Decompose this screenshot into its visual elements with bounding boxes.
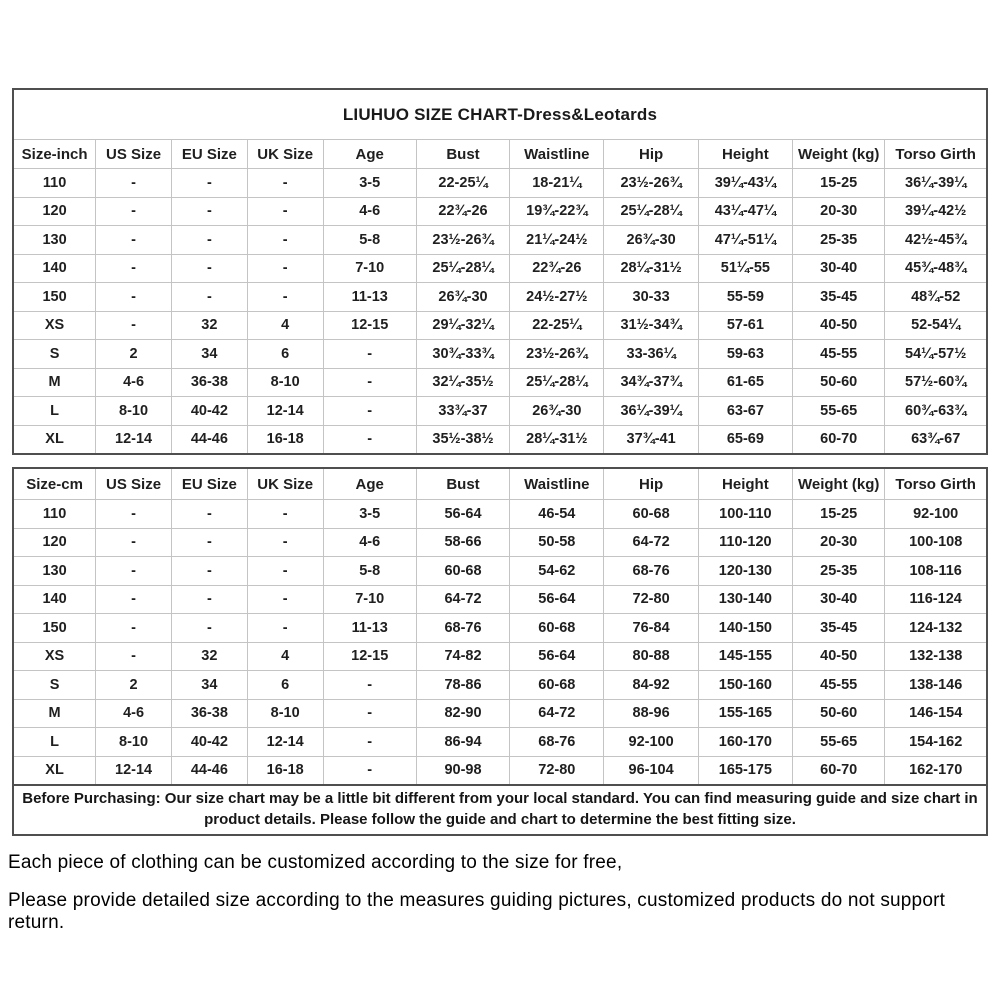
table-row xyxy=(14,368,986,397)
measurement-cell: 44-46 xyxy=(171,425,247,453)
measurement-cell: 40-42 xyxy=(171,728,247,757)
customization-note-line-1: Each piece of clothing can be customized according to the size for free, xyxy=(8,852,623,873)
measurement-cell: 100-110 xyxy=(698,500,792,529)
measurement-cell: 2 xyxy=(96,340,172,369)
measurement-cell: 15-25 xyxy=(793,169,885,198)
table-row xyxy=(14,500,986,529)
measurement-cell: 56-64 xyxy=(510,585,604,614)
measurement-cell: 35-45 xyxy=(793,614,885,643)
measurement-cell: 54-62 xyxy=(510,557,604,586)
size-label-cell: L xyxy=(14,397,96,426)
measurement-cell: 96-104 xyxy=(604,756,698,784)
table-divider-gap xyxy=(12,455,988,467)
measurement-cell: - xyxy=(247,197,323,226)
measurement-cell: 37¾-41 xyxy=(604,425,698,453)
table-row xyxy=(14,197,986,226)
measurement-cell: 25¼-28¼ xyxy=(510,368,604,397)
size-label-cell: 140 xyxy=(14,254,96,283)
size-label-cell: S xyxy=(14,671,96,700)
size-label-cell: XL xyxy=(14,425,96,453)
measurement-cell: 63¾-67 xyxy=(885,425,986,453)
measurement-cell: - xyxy=(247,283,323,312)
measurement-cell: - xyxy=(96,642,172,671)
measurement-cell: 36-38 xyxy=(171,368,247,397)
measurement-cell: 68-76 xyxy=(416,614,509,643)
measurement-cell: 8-10 xyxy=(247,368,323,397)
measurement-cell: 7-10 xyxy=(323,585,416,614)
table-row xyxy=(14,283,986,312)
measurement-cell: - xyxy=(96,614,172,643)
measurement-cell: 8-10 xyxy=(96,728,172,757)
measurement-cell: 11-13 xyxy=(323,614,416,643)
measurement-cell: 22¾-26 xyxy=(416,197,509,226)
measurement-cell: 59-63 xyxy=(698,340,792,369)
size-label-cell: M xyxy=(14,699,96,728)
measurement-cell: - xyxy=(171,254,247,283)
measurement-cell: 60-70 xyxy=(793,425,885,453)
measurement-cell: - xyxy=(247,254,323,283)
size-label-cell: XS xyxy=(14,311,96,340)
measurement-cell: 50-58 xyxy=(510,528,604,557)
measurement-cell: 40-50 xyxy=(793,311,885,340)
size-label-cell: 140 xyxy=(14,585,96,614)
measurement-cell: - xyxy=(247,528,323,557)
measurement-cell: 28¼-31½ xyxy=(604,254,698,283)
measurement-cell: - xyxy=(96,197,172,226)
measurement-cell: - xyxy=(171,169,247,198)
measurement-cell: 74-82 xyxy=(416,642,509,671)
table-row xyxy=(14,425,986,453)
measurement-cell: 64-72 xyxy=(416,585,509,614)
measurement-cell: 30¾-33¾ xyxy=(416,340,509,369)
measurement-cell: 3-5 xyxy=(323,169,416,198)
measurement-cell: 92-100 xyxy=(885,500,986,529)
measurement-cell: 16-18 xyxy=(247,425,323,453)
size-label-cell: 130 xyxy=(14,226,96,255)
measurement-cell: 33-36¼ xyxy=(604,340,698,369)
measurement-cell: 130-140 xyxy=(698,585,792,614)
measurement-cell: 33¾-37 xyxy=(416,397,509,426)
measurement-cell: 35-45 xyxy=(793,283,885,312)
measurement-cell: 30-40 xyxy=(793,585,885,614)
measurement-cell: - xyxy=(247,557,323,586)
size-label-cell: XS xyxy=(14,642,96,671)
table-row xyxy=(14,226,986,255)
size-label-cell: 150 xyxy=(14,614,96,643)
measurement-cell: 58-66 xyxy=(416,528,509,557)
measurement-cell: 50-60 xyxy=(793,368,885,397)
size-label-cell: 110 xyxy=(14,169,96,198)
measurement-cell: 60-68 xyxy=(510,614,604,643)
measurement-cell: 4-6 xyxy=(96,699,172,728)
measurement-cell: 72-80 xyxy=(604,585,698,614)
measurement-cell: 124-132 xyxy=(885,614,986,643)
measurement-cell: 22-25¼ xyxy=(510,311,604,340)
measurement-cell: 150-160 xyxy=(698,671,792,700)
size-label-cell: S xyxy=(14,340,96,369)
measurement-cell: - xyxy=(171,197,247,226)
measurement-cell: 18-21¼ xyxy=(510,169,604,198)
size-label-cell: 150 xyxy=(14,283,96,312)
measurement-cell: 39¼-43¼ xyxy=(698,169,792,198)
measurement-cell: - xyxy=(171,557,247,586)
table-row xyxy=(14,756,986,784)
measurement-cell: 63-67 xyxy=(698,397,792,426)
measurement-cell: 60-70 xyxy=(793,756,885,784)
measurement-cell: - xyxy=(96,500,172,529)
measurement-cell: 21¼-24½ xyxy=(510,226,604,255)
measurement-cell: 23½-26¾ xyxy=(510,340,604,369)
measurement-cell: 5-8 xyxy=(323,226,416,255)
measurement-cell: 40-42 xyxy=(171,397,247,426)
table-row xyxy=(14,557,986,586)
measurement-cell: 120-130 xyxy=(698,557,792,586)
table-row xyxy=(14,614,986,643)
table-row xyxy=(14,728,986,757)
size-chart xyxy=(12,88,988,836)
measurement-cell: 57-61 xyxy=(698,311,792,340)
size-table-inch-header xyxy=(14,140,986,169)
column-header: US Size xyxy=(96,469,172,500)
measurement-cell: - xyxy=(323,671,416,700)
measurement-cell: 47¼-51¼ xyxy=(698,226,792,255)
measurement-cell: 4-6 xyxy=(96,368,172,397)
measurement-cell: 82-90 xyxy=(416,699,509,728)
column-header: Hip xyxy=(604,140,698,169)
measurement-cell: - xyxy=(247,500,323,529)
measurement-cell: 32 xyxy=(171,311,247,340)
measurement-cell: 145-155 xyxy=(698,642,792,671)
measurement-cell: 45¾-48¾ xyxy=(885,254,986,283)
measurement-cell: 44-46 xyxy=(171,756,247,784)
column-header: UK Size xyxy=(247,469,323,500)
measurement-cell: - xyxy=(247,169,323,198)
measurement-cell: 20-30 xyxy=(793,528,885,557)
column-header: Size-cm xyxy=(26,475,83,493)
measurement-cell: 108-116 xyxy=(885,557,986,586)
measurement-cell: 26¾-30 xyxy=(416,283,509,312)
measurement-cell: - xyxy=(247,585,323,614)
measurement-cell: - xyxy=(171,500,247,529)
measurement-cell: 5-8 xyxy=(323,557,416,586)
column-header: Waistline xyxy=(510,140,604,169)
measurement-cell: 165-175 xyxy=(698,756,792,784)
measurement-cell: 154-162 xyxy=(885,728,986,757)
measurement-cell: 26¾-30 xyxy=(510,397,604,426)
measurement-cell: 22¾-26 xyxy=(510,254,604,283)
measurement-cell: - xyxy=(171,585,247,614)
table-row xyxy=(14,340,986,369)
measurement-cell: 116-124 xyxy=(885,585,986,614)
measurement-cell: - xyxy=(96,585,172,614)
measurement-cell: 11-13 xyxy=(323,283,416,312)
measurement-cell: 110-120 xyxy=(698,528,792,557)
measurement-cell: 12-14 xyxy=(96,425,172,453)
size-table-cm-body xyxy=(14,500,986,785)
measurement-cell: 64-72 xyxy=(510,699,604,728)
measurement-cell: 34¾-37¾ xyxy=(604,368,698,397)
column-header: Age xyxy=(323,469,416,500)
measurement-cell: 34 xyxy=(171,671,247,700)
table-row xyxy=(14,585,986,614)
column-header: US Size xyxy=(96,140,172,169)
measurement-cell: 45-55 xyxy=(793,340,885,369)
size-label-cell: L xyxy=(14,728,96,757)
measurement-cell: - xyxy=(323,368,416,397)
size-chart-inch-box xyxy=(12,88,988,455)
table-row xyxy=(14,169,986,198)
measurement-cell: 25¼-28¼ xyxy=(604,197,698,226)
size-table-inch-body xyxy=(14,169,986,454)
measurement-cell: 24½-27½ xyxy=(510,283,604,312)
measurement-cell: 43¼-47¼ xyxy=(698,197,792,226)
measurement-cell: 23½-26¾ xyxy=(416,226,509,255)
customization-note-line-2: Please provide detailed size according to the measures guiding pictures, customized products do not support return. xyxy=(8,890,946,933)
measurement-cell: 68-76 xyxy=(604,557,698,586)
measurement-cell: 61-65 xyxy=(698,368,792,397)
measurement-cell: 35½-38½ xyxy=(416,425,509,453)
measurement-cell: 56-64 xyxy=(416,500,509,529)
measurement-cell: 4 xyxy=(247,642,323,671)
measurement-cell: 160-170 xyxy=(698,728,792,757)
measurement-cell: 25¼-28¼ xyxy=(416,254,509,283)
measurement-cell: 26¾-30 xyxy=(604,226,698,255)
column-header: Weight (kg) xyxy=(793,140,885,169)
measurement-cell: 84-92 xyxy=(604,671,698,700)
measurement-cell: 7-10 xyxy=(323,254,416,283)
measurement-cell: 25-35 xyxy=(793,557,885,586)
measurement-cell: 36-38 xyxy=(171,699,247,728)
measurement-cell: 4 xyxy=(247,311,323,340)
measurement-cell: 155-165 xyxy=(698,699,792,728)
table-row xyxy=(14,311,986,340)
measurement-cell: 64-72 xyxy=(604,528,698,557)
measurement-cell: 65-69 xyxy=(698,425,792,453)
measurement-cell: 100-108 xyxy=(885,528,986,557)
measurement-cell: 30-40 xyxy=(793,254,885,283)
measurement-cell: 55-65 xyxy=(793,728,885,757)
measurement-cell: - xyxy=(247,614,323,643)
measurement-cell: 138-146 xyxy=(885,671,986,700)
size-table-inch xyxy=(14,140,986,453)
measurement-cell: 60¾-63¾ xyxy=(885,397,986,426)
measurement-cell: 20-30 xyxy=(793,197,885,226)
measurement-cell: - xyxy=(96,283,172,312)
measurement-cell: - xyxy=(171,226,247,255)
column-header: Height xyxy=(698,469,792,500)
measurement-cell: 140-150 xyxy=(698,614,792,643)
measurement-cell: 2 xyxy=(96,671,172,700)
size-label-cell: XL xyxy=(14,756,96,784)
measurement-cell: 28¼-31½ xyxy=(510,425,604,453)
measurement-cell: 31½-34¾ xyxy=(604,311,698,340)
measurement-cell: 8-10 xyxy=(247,699,323,728)
measurement-cell: 88-96 xyxy=(604,699,698,728)
measurement-cell: - xyxy=(96,311,172,340)
measurement-cell: 29¼-32¼ xyxy=(416,311,509,340)
measurement-cell: 90-98 xyxy=(416,756,509,784)
measurement-cell: 32¼-35½ xyxy=(416,368,509,397)
column-header: Torso Girth xyxy=(885,469,986,500)
measurement-cell: - xyxy=(96,254,172,283)
size-label-cell: 120 xyxy=(14,197,96,226)
measurement-cell: 146-154 xyxy=(885,699,986,728)
measurement-cell: - xyxy=(323,756,416,784)
measurement-cell: 22-25¼ xyxy=(416,169,509,198)
size-label-cell: 130 xyxy=(14,557,96,586)
measurement-cell: - xyxy=(247,226,323,255)
measurement-cell: 60-68 xyxy=(510,671,604,700)
measurement-cell: 6 xyxy=(247,340,323,369)
column-header: Height xyxy=(698,140,792,169)
column-header: Size-inch xyxy=(21,145,88,163)
measurement-cell: 48¾-52 xyxy=(885,283,986,312)
measurement-cell: 60-68 xyxy=(416,557,509,586)
measurement-cell: 45-55 xyxy=(793,671,885,700)
measurement-cell: 52-54¼ xyxy=(885,311,986,340)
table-row xyxy=(14,254,986,283)
measurement-cell: 92-100 xyxy=(604,728,698,757)
measurement-cell: 46-54 xyxy=(510,500,604,529)
measurement-cell: 68-76 xyxy=(510,728,604,757)
measurement-cell: - xyxy=(323,728,416,757)
column-header: Bust xyxy=(416,140,509,169)
measurement-cell: 80-88 xyxy=(604,642,698,671)
table-row xyxy=(14,671,986,700)
measurement-cell: - xyxy=(323,340,416,369)
measurement-cell: 4-6 xyxy=(323,197,416,226)
measurement-cell: 60-68 xyxy=(604,500,698,529)
measurement-cell: 32 xyxy=(171,642,247,671)
measurement-cell: 40-50 xyxy=(793,642,885,671)
measurement-cell: 51¼-55 xyxy=(698,254,792,283)
measurement-cell: 12-14 xyxy=(96,756,172,784)
measurement-cell: 12-14 xyxy=(247,728,323,757)
column-header: Torso Girth xyxy=(885,140,986,169)
measurement-cell: 30-33 xyxy=(604,283,698,312)
column-header: UK Size xyxy=(247,140,323,169)
size-chart-cm-box xyxy=(12,467,988,836)
measurement-cell: 55-59 xyxy=(698,283,792,312)
measurement-cell: 8-10 xyxy=(96,397,172,426)
column-header: EU Size xyxy=(171,140,247,169)
measurement-cell: 50-60 xyxy=(793,699,885,728)
chart-title: LIUHUO SIZE CHART-Dress&Leotards xyxy=(14,90,986,140)
measurement-cell: 25-35 xyxy=(793,226,885,255)
column-header: Age xyxy=(323,140,416,169)
measurement-cell: 3-5 xyxy=(323,500,416,529)
measurement-cell: - xyxy=(96,528,172,557)
size-table-cm-header xyxy=(14,469,986,500)
measurement-cell: 39¼-42½ xyxy=(885,197,986,226)
measurement-cell: 23½-26¾ xyxy=(604,169,698,198)
measurement-cell: - xyxy=(323,699,416,728)
measurement-cell: - xyxy=(96,169,172,198)
column-header: Hip xyxy=(604,469,698,500)
measurement-cell: 16-18 xyxy=(247,756,323,784)
size-label-cell: 120 xyxy=(14,528,96,557)
measurement-cell: 36¼-39¼ xyxy=(604,397,698,426)
measurement-cell: 19¾-22¾ xyxy=(510,197,604,226)
measurement-cell: 78-86 xyxy=(416,671,509,700)
measurement-cell: 56-64 xyxy=(510,642,604,671)
measurement-cell: 12-15 xyxy=(323,311,416,340)
purchase-note: Before Purchasing: Our size chart may be a little bit different from your local standard. You can find measuring guide and size chart in product details. Please follow the guide and chart to determine the best fitting size. xyxy=(14,784,986,834)
size-label-cell: M xyxy=(14,368,96,397)
measurement-cell: 86-94 xyxy=(416,728,509,757)
measurement-cell: 4-6 xyxy=(323,528,416,557)
measurement-cell: 57½-60¾ xyxy=(885,368,986,397)
column-header: Waistline xyxy=(510,469,604,500)
column-header: Bust xyxy=(416,469,509,500)
table-row xyxy=(14,642,986,671)
column-header: EU Size xyxy=(171,469,247,500)
table-row xyxy=(14,528,986,557)
size-table-cm xyxy=(14,469,986,784)
measurement-cell: 34 xyxy=(171,340,247,369)
measurement-cell: - xyxy=(96,557,172,586)
measurement-cell: 132-138 xyxy=(885,642,986,671)
table-row xyxy=(14,397,986,426)
measurement-cell: - xyxy=(96,226,172,255)
measurement-cell: - xyxy=(323,397,416,426)
measurement-cell: 15-25 xyxy=(793,500,885,529)
measurement-cell: 76-84 xyxy=(604,614,698,643)
size-label-cell: 110 xyxy=(14,500,96,529)
measurement-cell: 6 xyxy=(247,671,323,700)
measurement-cell: 72-80 xyxy=(510,756,604,784)
measurement-cell: 162-170 xyxy=(885,756,986,784)
measurement-cell: 12-15 xyxy=(323,642,416,671)
measurement-cell: 36¼-39¼ xyxy=(885,169,986,198)
measurement-cell: - xyxy=(171,283,247,312)
measurement-cell: 54¼-57½ xyxy=(885,340,986,369)
table-row xyxy=(14,699,986,728)
measurement-cell: - xyxy=(171,528,247,557)
measurement-cell: 12-14 xyxy=(247,397,323,426)
column-header: Weight (kg) xyxy=(793,469,885,500)
measurement-cell: - xyxy=(171,614,247,643)
measurement-cell: 42½-45¾ xyxy=(885,226,986,255)
measurement-cell: - xyxy=(323,425,416,453)
measurement-cell: 55-65 xyxy=(793,397,885,426)
